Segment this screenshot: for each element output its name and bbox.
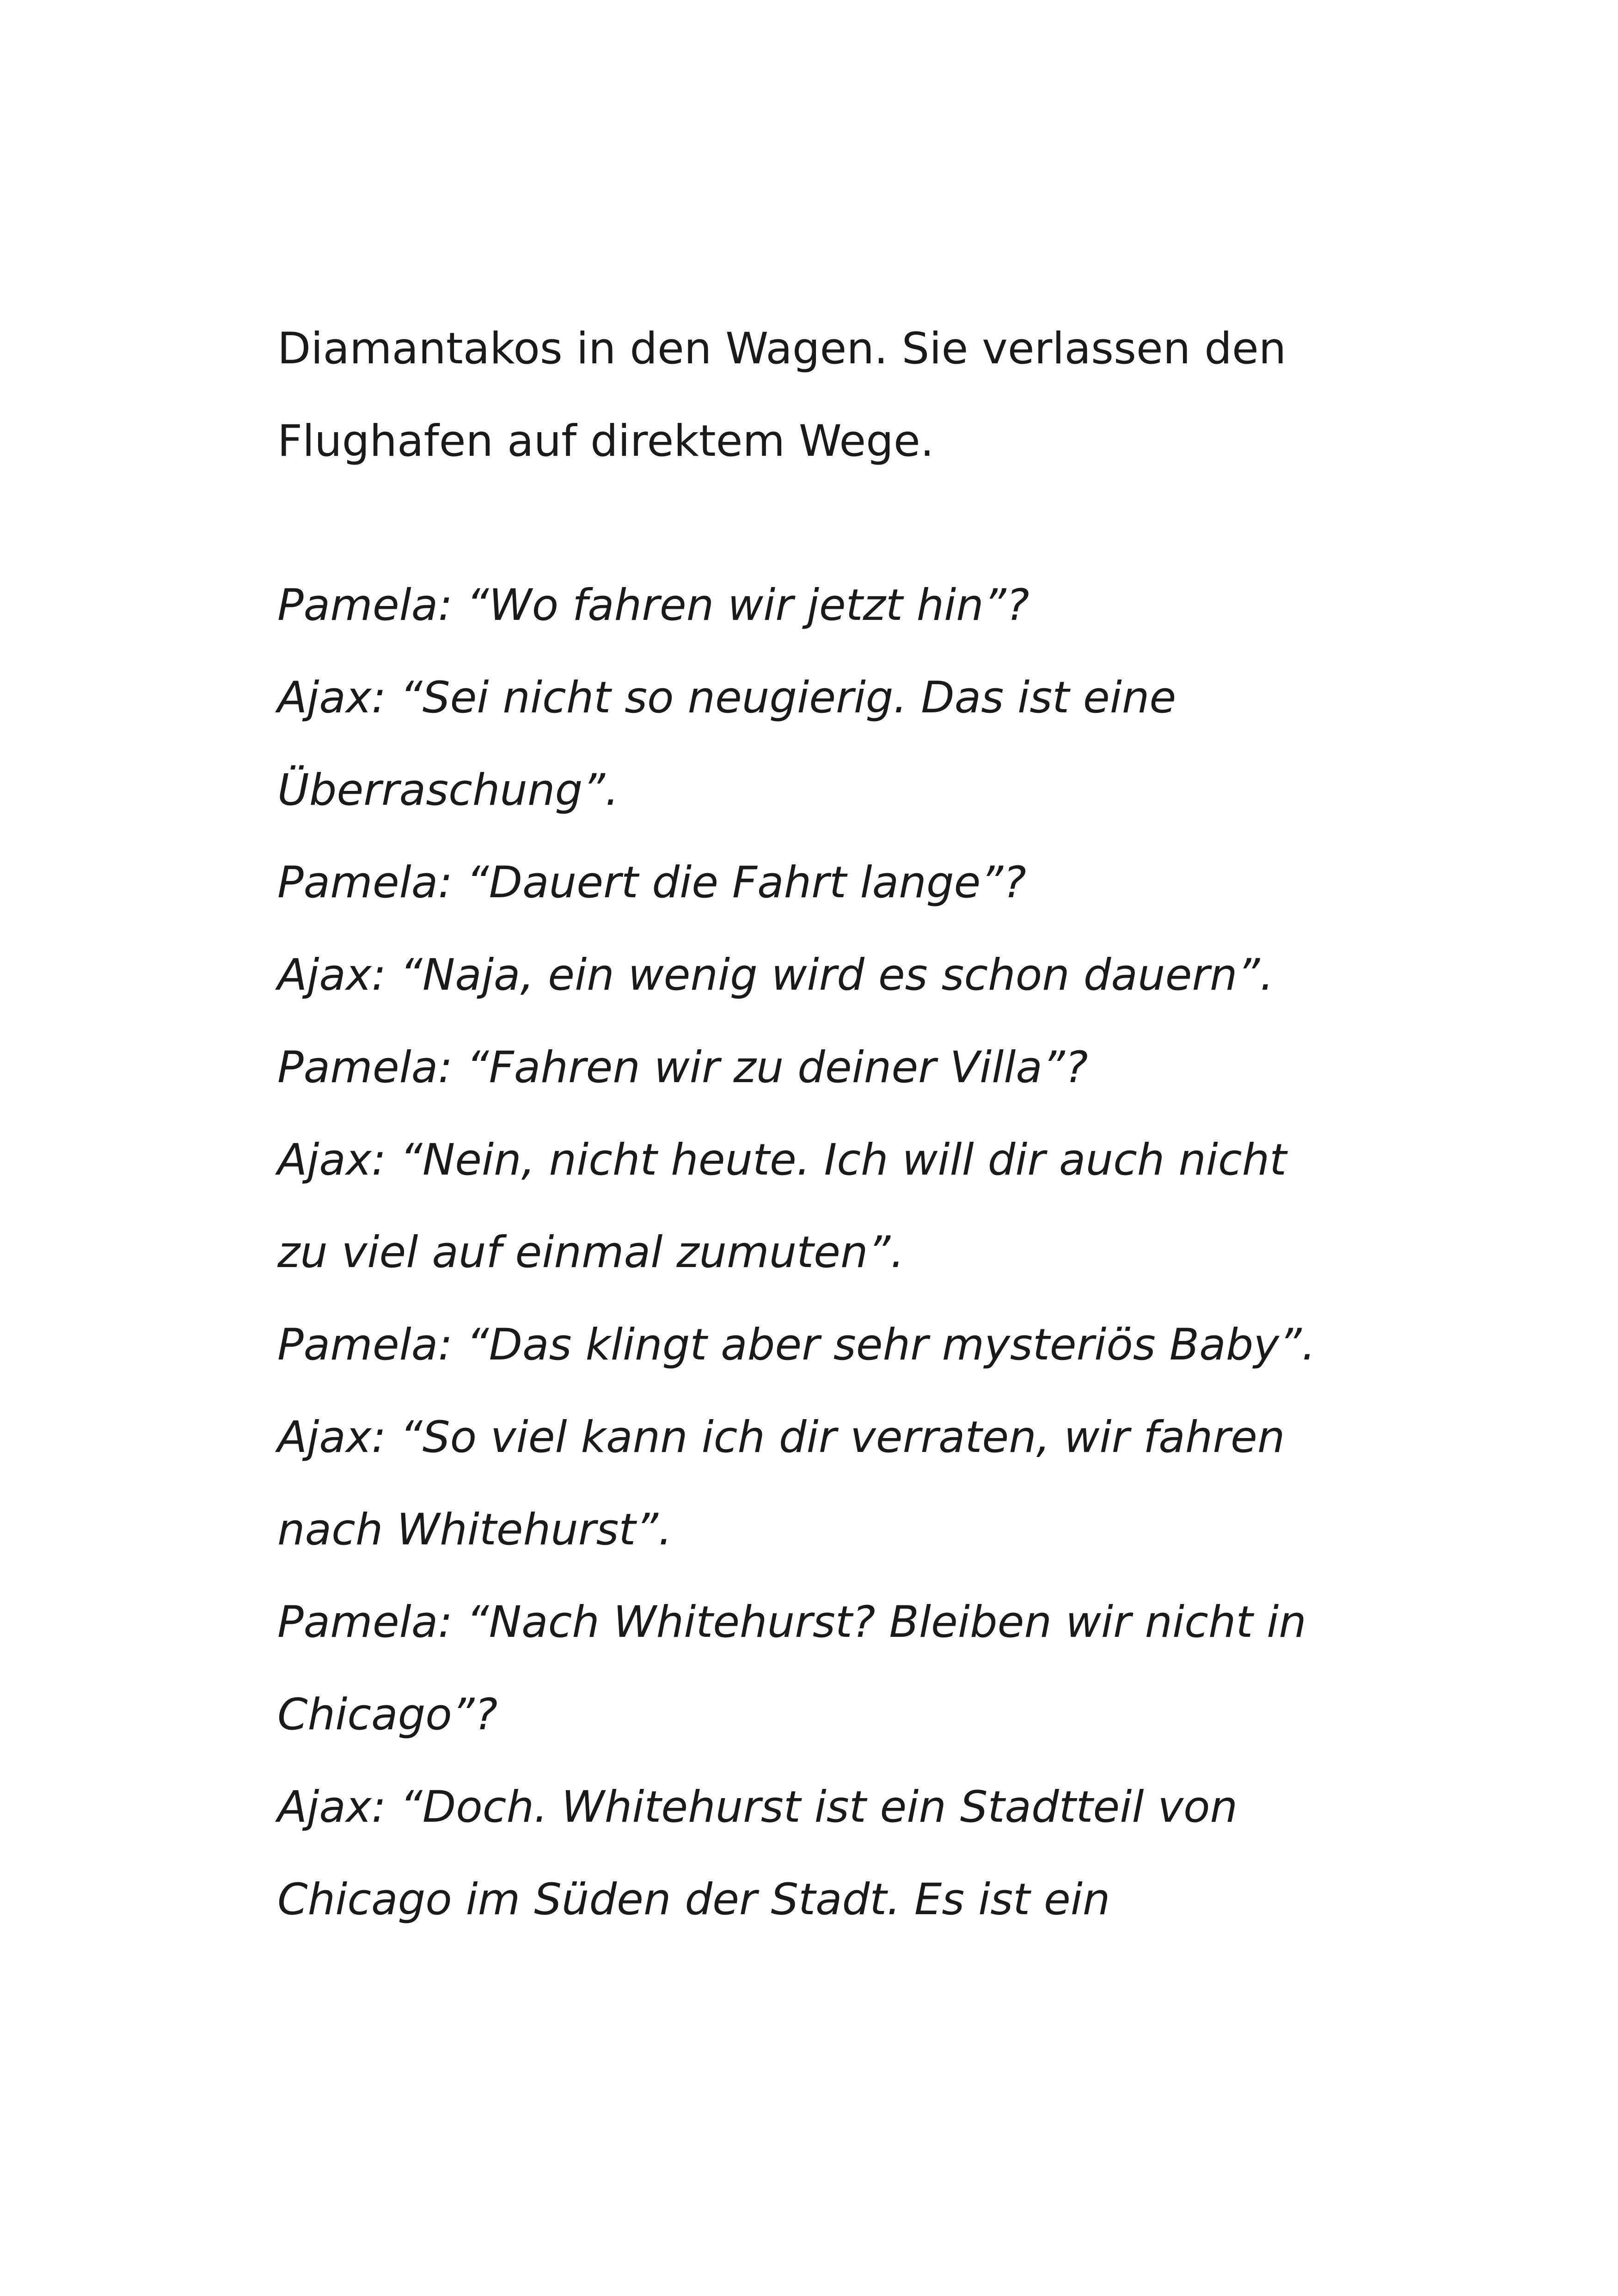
dialogue-line: Pamela: “Dauert die Fahrt lange”? (277, 857, 1026, 908)
dialogue-line: Ajax: “So viel kann ich dir verraten, wir fahren (277, 1412, 1285, 1463)
dialogue-line: Ajax: “Nein, nicht heute. Ich will dir auch nicht (277, 1135, 1287, 1185)
dialogue-line: Pamela: “Wo fahren wir jetzt hin”? (277, 580, 1030, 631)
dialogue-line: Pamela: “Nach Whitehurst? Bleiben wir nicht in (277, 1597, 1306, 1647)
dialogue-line: nach Whitehurst”. (277, 1505, 672, 1555)
dialogue-line: zu viel auf einmal zumuten”. (277, 1227, 905, 1278)
dialogue-line: Ajax: “Sei nicht so neugierig. Das ist eine (277, 673, 1177, 723)
narration-paragraph (277, 303, 1387, 488)
dialogue-line: Pamela: “Fahren wir zu deiner Villa”? (277, 1042, 1088, 1093)
dialogue-line: Ajax: “Naja, ein wenig wird es schon dauern”. (277, 950, 1274, 1000)
dialogue-section (277, 559, 1387, 1946)
dialogue-line: Überraschung”. (277, 765, 619, 815)
dialogue-line: Chicago”? (277, 1690, 498, 1740)
dialogue-line: Chicago im Süden der Stadt. Es ist ein (277, 1874, 1110, 1925)
narration-line: Diamantakos in den Wagen. Sie verlassen den (277, 324, 1287, 374)
dialogue-line: Ajax: “Doch. Whitehurst ist ein Stadtteil von (277, 1782, 1238, 1832)
narration-line: Flughafen auf direktem Wege. (277, 416, 934, 466)
dialogue-line: Pamela: “Das klingt aber sehr mysteriös Baby”. (277, 1320, 1316, 1370)
